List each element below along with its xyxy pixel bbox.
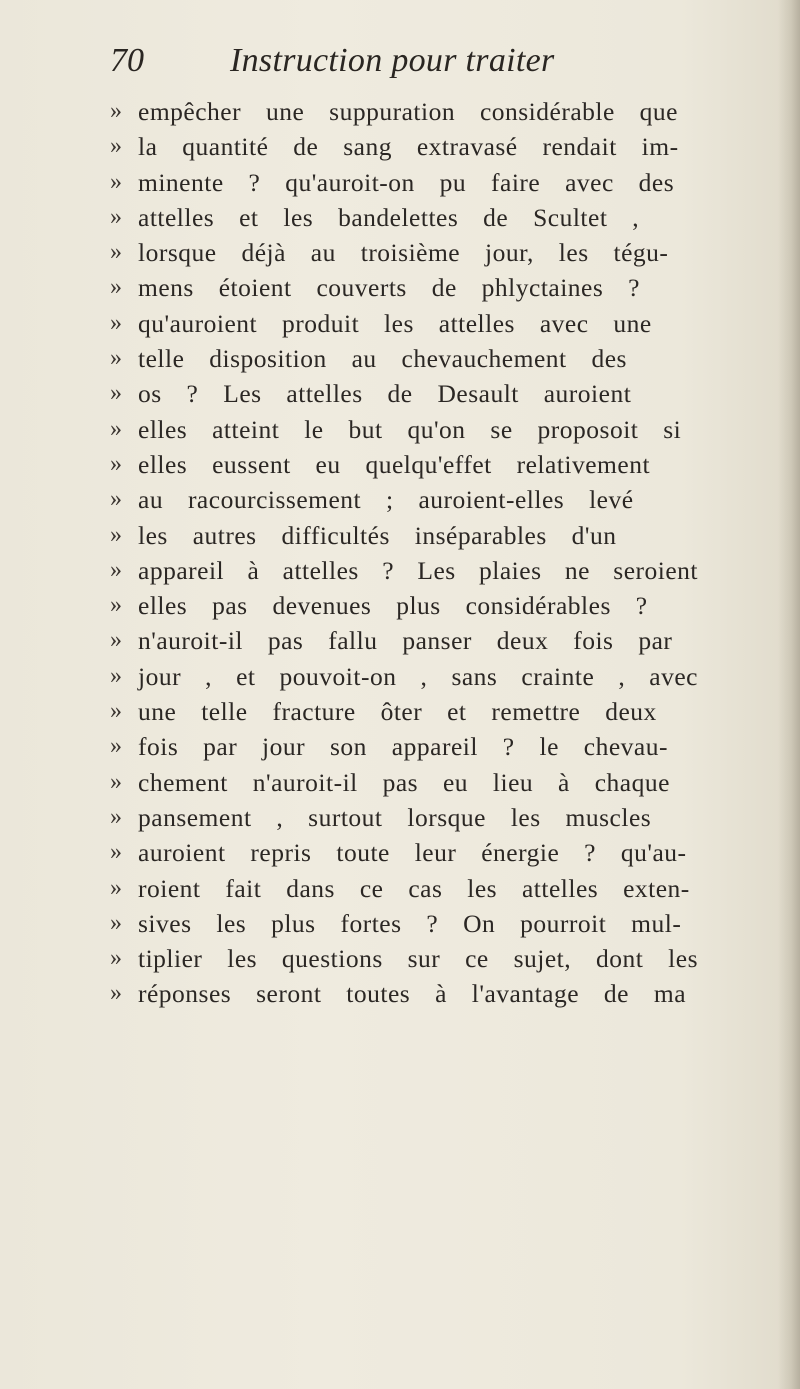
quotation-mark: »: [110, 133, 122, 160]
quotation-mark: »: [110, 521, 122, 548]
line-text: qu'auroient produit les attelles avec une: [138, 308, 652, 338]
line-text: la quantité de sang extravasé rendait im-: [138, 132, 679, 162]
quotation-mark: »: [110, 203, 122, 230]
quotation-mark: »: [110, 592, 122, 619]
text-line: [110, 129, 690, 164]
quotation-mark: »: [110, 803, 122, 830]
line-text: empêcher une suppuration considérable que: [138, 97, 678, 126]
quotation-mark: »: [110, 168, 122, 195]
text-line: [110, 941, 698, 976]
line-text: n'auroit-il pas fallu panser deux fois par: [138, 626, 673, 656]
line-text: appareil à attelles ? Les plaies ne seroient: [138, 555, 698, 585]
quotation-mark: »: [110, 945, 122, 972]
text-line: [110, 165, 690, 200]
text-line: [110, 729, 690, 764]
quotation-mark: »: [110, 909, 122, 936]
quotation-mark: »: [110, 768, 122, 795]
line-text: au racourcissement ; auroient-elles levé: [138, 485, 634, 515]
page-number: 70: [110, 42, 144, 79]
quotation-mark: »: [110, 556, 122, 583]
text-line: [110, 482, 690, 517]
text-line: [110, 270, 690, 305]
line-text: fois par jour son appareil ? le chevau-: [138, 732, 668, 762]
quotation-mark: »: [110, 980, 122, 1007]
text-line: [110, 835, 690, 870]
quotation-mark: »: [110, 874, 122, 901]
text-line: [110, 235, 690, 270]
line-text: auroient repris toute leur énergie ? qu'au-: [138, 838, 687, 868]
quotation-mark: »: [110, 698, 122, 725]
text-line: [110, 800, 690, 835]
quotation-mark: »: [110, 380, 122, 407]
quotation-mark: »: [110, 345, 122, 372]
line-text: les autres difficultés inséparables d'un: [138, 520, 617, 550]
text-line: [110, 553, 698, 588]
line-text: attelles et les bandelettes de Scultet ,: [138, 202, 640, 232]
page-edge-shadow: [778, 0, 800, 1389]
text-line: [110, 341, 690, 376]
line-text: sives les plus fortes ? On pourroit mul-: [138, 908, 682, 938]
text-line: [110, 518, 690, 553]
line-text: mens étoient couverts de phlyctaines ?: [138, 273, 640, 303]
text-line: [110, 659, 698, 694]
running-head: Instruction pour traiter: [230, 42, 555, 79]
text-line: [110, 623, 690, 658]
quotation-mark: »: [110, 415, 122, 442]
line-text: roient fait dans ce cas les attelles exten-: [138, 873, 690, 903]
quotation-mark: »: [110, 486, 122, 513]
page-header: [110, 42, 670, 92]
text-line: [110, 200, 690, 235]
text-line: [110, 412, 690, 447]
line-text: réponses seront toutes à l'avantage de ma: [138, 979, 687, 1009]
line-text: jour , et pouvoit-on , sans crainte , avec: [138, 661, 698, 691]
body-text: [110, 94, 698, 1012]
text-line: [110, 306, 690, 341]
line-text: pansement , surtout lorsque les muscles: [138, 802, 652, 832]
quotation-mark: »: [110, 274, 122, 301]
text-line: [110, 906, 690, 941]
line-text: chement n'auroit-il pas eu lieu à chaque: [138, 767, 670, 797]
text-line: [110, 588, 690, 623]
quotation-mark: »: [110, 662, 122, 689]
text-line: [110, 765, 690, 800]
quotation-mark: »: [110, 98, 122, 124]
text-line: [110, 694, 690, 729]
quotation-mark: »: [110, 627, 122, 654]
text-line: [110, 376, 690, 411]
text-line: [110, 94, 690, 129]
quotation-mark: »: [110, 309, 122, 336]
text-line: [110, 976, 690, 1011]
line-text: lorsque déjà au troisième jour, les tégu-: [138, 238, 669, 268]
quotation-mark: »: [110, 450, 122, 477]
line-text: tiplier les questions sur ce sujet, dont les: [138, 944, 698, 974]
quotation-mark: »: [110, 239, 122, 266]
line-text: elles atteint le but qu'on se proposoit si: [138, 414, 682, 444]
line-text: elles eussent eu quelqu'effet relativement: [138, 449, 651, 479]
quotation-mark: »: [110, 733, 122, 760]
text-line: [110, 447, 690, 482]
line-text: os ? Les attelles de Desault auroient: [138, 379, 632, 409]
text-line: [110, 871, 690, 906]
quotation-mark: »: [110, 839, 122, 866]
line-text: une telle fracture ôter et remettre deux: [138, 697, 657, 727]
line-text: elles pas devenues plus considérables ?: [138, 591, 648, 621]
line-text: minente ? qu'auroit-on pu faire avec des: [138, 167, 675, 197]
line-text: telle disposition au chevauchement des: [138, 344, 627, 374]
